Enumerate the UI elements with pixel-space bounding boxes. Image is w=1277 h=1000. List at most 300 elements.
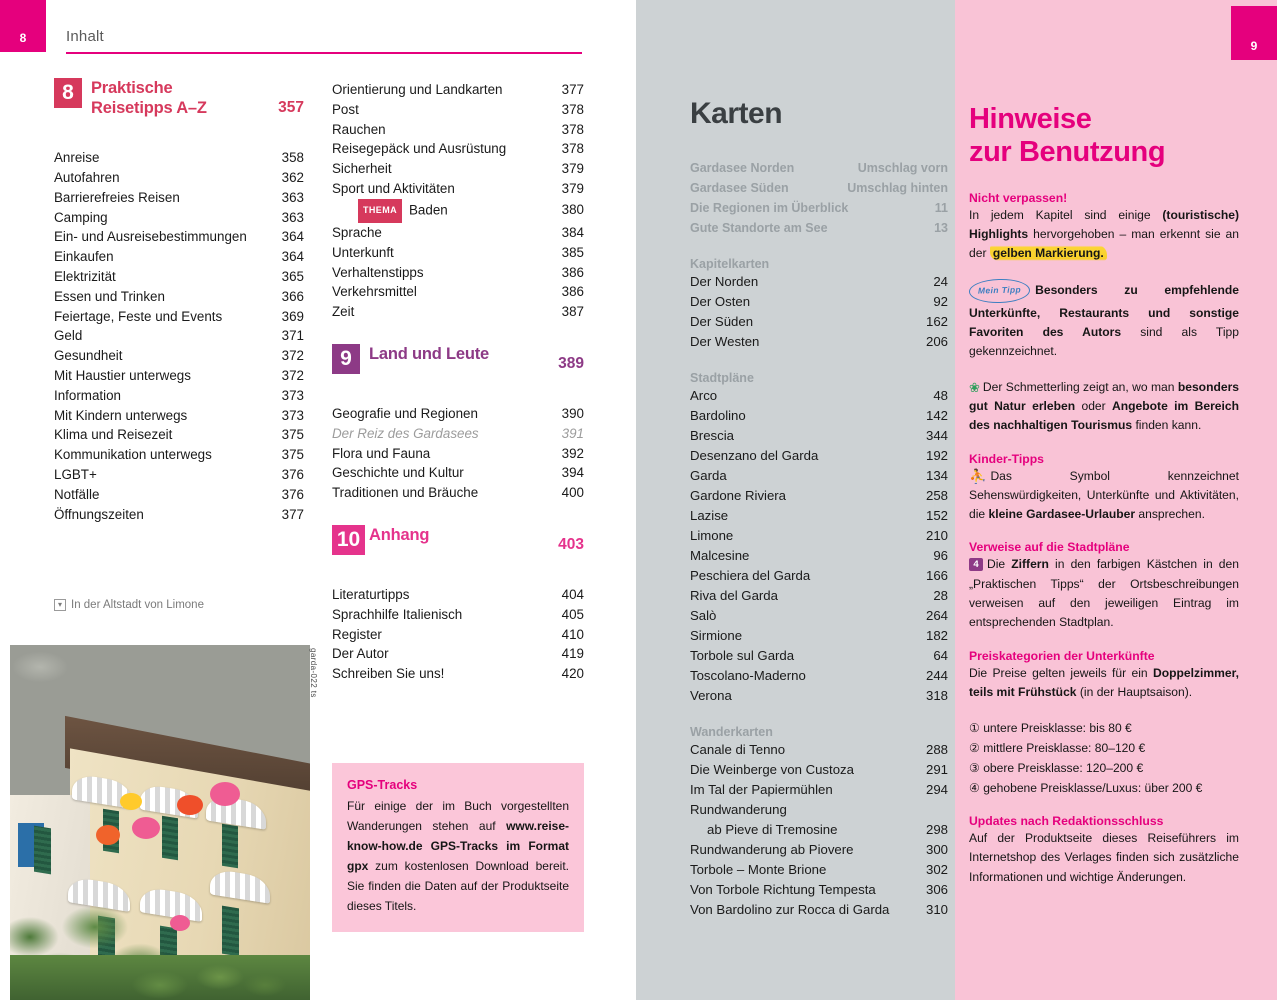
karten-entry[interactable] xyxy=(690,800,948,820)
toc-entry-page: 378 xyxy=(561,141,584,157)
toc-entry-page: 386 xyxy=(561,284,584,300)
chapter-number-badge-8: 8 xyxy=(54,78,82,108)
nv-b1: (touristische) Highlights xyxy=(969,207,1239,241)
photo-flower-2 xyxy=(177,795,203,815)
karten-entry-page: 24 xyxy=(933,274,948,289)
karten-entry-page: 298 xyxy=(925,822,948,837)
toc-entry-label: Einkaufen xyxy=(54,249,114,265)
toc-entry-page: 391 xyxy=(561,425,584,441)
photo-credit: garda-022 ts xyxy=(309,648,318,698)
toc-entry[interactable] xyxy=(332,120,584,140)
karten-entry[interactable] xyxy=(690,586,948,606)
karten-entry-label: Von Torbole Richtung Tempesta xyxy=(690,882,876,897)
toc-entry-label: Zeit xyxy=(332,304,355,320)
kt-b1: kleine Gardasee-Urlauber xyxy=(988,507,1136,522)
hinweise-head-kinder-tipps: Kinder-Tipps xyxy=(969,451,1044,466)
karten-entry[interactable] xyxy=(690,840,948,860)
gps-bold-1: www.reise-know-how.de GPS-Tracks im Format gpx xyxy=(347,819,569,873)
toc-list-chapter-9 xyxy=(332,404,584,503)
hinweise-column xyxy=(955,0,1277,1000)
karten-entry-label: Salò xyxy=(690,608,717,623)
karten-entry-label: Im Tal der Papiermühlen xyxy=(690,782,833,797)
photo-shutter-7 xyxy=(222,906,239,957)
toc-entry-label: Kommunikation unterwegs xyxy=(54,447,212,463)
toc-entry-label: Geschichte und Kultur xyxy=(332,465,464,481)
gps-tracks-body xyxy=(347,796,569,916)
toc-entry-label: Geografie und Regionen xyxy=(332,406,478,422)
karten-entry-label: Verona xyxy=(690,688,732,703)
toc-entry-page: 358 xyxy=(281,150,304,166)
toc-entry-label: Elektrizität xyxy=(54,269,116,285)
toc-entry-page: 405 xyxy=(561,606,584,622)
toc-entry-page: 375 xyxy=(281,427,304,443)
karten-entry-page: 152 xyxy=(925,508,948,523)
hinweise-head-verweise: Verweise auf die Stadtpläne xyxy=(969,540,1130,555)
karten-entry[interactable] xyxy=(690,426,948,446)
karten-entry-page: 264 xyxy=(925,608,948,623)
karten-entry-label: Toscolano-Maderno xyxy=(690,668,806,683)
toc-entry-label: Sicherheit xyxy=(332,161,392,177)
karten-entry-label: Rundwanderung xyxy=(690,802,787,817)
karten-entry-page: 302 xyxy=(925,862,948,877)
toc-entry-page: 385 xyxy=(561,244,584,260)
karten-entry-page: 13 xyxy=(934,221,948,235)
hinweise-title-line2: zur Benutzung xyxy=(969,135,1166,168)
karten-stadtplaene-list xyxy=(690,386,948,706)
karten-entry-label: Peschiera del Garda xyxy=(690,568,811,583)
photo-flower-3 xyxy=(210,782,240,806)
child-icon: ⛹ xyxy=(969,467,987,484)
sm-t2: oder xyxy=(1075,398,1113,413)
toc-entry[interactable] xyxy=(54,465,304,485)
pk-b1: Doppelzimmer, teils mit Frühstück xyxy=(969,665,1239,699)
karten-entry-page: 182 xyxy=(925,628,948,643)
karten-entry-page: 318 xyxy=(925,688,948,703)
karten-entry[interactable] xyxy=(690,446,948,466)
karten-entry[interactable] xyxy=(690,626,948,646)
toc-entry[interactable] xyxy=(54,386,304,406)
folio-left xyxy=(0,0,46,52)
photo-garden xyxy=(10,955,310,1000)
toc-entry[interactable] xyxy=(332,302,584,322)
folio-right-number: 9 xyxy=(1250,39,1258,53)
karten-title: Karten xyxy=(690,97,783,130)
toc-entry-label: THEMA Baden xyxy=(332,199,554,223)
karten-kapitelkarten-list xyxy=(690,272,948,352)
toc-entry-page: 364 xyxy=(281,229,304,245)
toc-entry-page: 369 xyxy=(281,308,304,324)
toc-entry[interactable] xyxy=(54,307,304,327)
karten-entry[interactable] xyxy=(690,780,948,800)
karten-entry-page: 344 xyxy=(925,428,948,443)
hinweise-para-preiskategorien xyxy=(969,664,1239,703)
hinweise-para-updates: Auf der Produktseite dieses Reiseführers im Internetshop des Verlages finden sich zusätzliche Informationen und wichtige Änderungen. xyxy=(969,831,1239,884)
toc-entry-label: Geld xyxy=(54,328,83,344)
toc-entry[interactable] xyxy=(54,445,304,465)
toc-list-chapter-10 xyxy=(332,585,584,684)
toc-entry-page: 380 xyxy=(561,202,584,218)
price-category-row: ③ obere Preisklasse: 120–200 € xyxy=(969,761,1144,776)
karten-entry[interactable] xyxy=(690,900,948,920)
toc-entry-page: 371 xyxy=(281,328,304,344)
toc-entry[interactable] xyxy=(332,644,584,664)
toc-entry-page: 379 xyxy=(561,180,584,196)
yellow-highlight-marker: gelben Markierung. xyxy=(990,245,1107,261)
karten-entry[interactable] xyxy=(690,506,948,526)
toc-entry-label: Reisegepäck und Ausrüstung xyxy=(332,141,507,157)
toc-entry-page: 362 xyxy=(281,170,304,186)
toc-entry-label: Notfälle xyxy=(54,486,100,502)
toc-entry-page: 392 xyxy=(561,445,584,461)
toc-entry[interactable] xyxy=(54,168,304,188)
toc-entry-page: 377 xyxy=(561,82,584,97)
karten-entry[interactable] xyxy=(690,218,948,238)
toc-entry-label: Sprachhilfe Italienisch xyxy=(332,606,463,622)
karten-entry[interactable] xyxy=(690,406,948,426)
karten-entry[interactable] xyxy=(690,526,948,546)
toc-entry[interactable] xyxy=(332,139,584,159)
toc-entry-label: Verkehrsmittel xyxy=(332,284,417,300)
toc-entry[interactable] xyxy=(54,247,304,267)
toc-entry[interactable] xyxy=(54,425,304,445)
toc-entry-page: 363 xyxy=(281,189,304,205)
toc-entry-page: 375 xyxy=(281,447,304,463)
toc-entry-label: Traditionen und Bräuche xyxy=(332,485,479,501)
toc-entry-page: 365 xyxy=(281,269,304,285)
toc-entry-label: Rauchen xyxy=(332,121,386,137)
gps-text-2: zum kostenlosen Download bereit. Sie finden die Daten auf der Produktseite dieses Titels. xyxy=(347,859,569,913)
folio-left-number: 8 xyxy=(19,31,27,45)
karten-entry-page: 96 xyxy=(933,548,948,563)
toc-entry-page: 400 xyxy=(561,485,584,501)
toc-entry-page: 404 xyxy=(561,587,584,603)
karten-entry-page: 291 xyxy=(925,762,948,777)
toc-entry[interactable] xyxy=(54,485,304,505)
toc-entry-page: 379 xyxy=(561,161,584,177)
vw-t1: Die xyxy=(987,557,1012,572)
chapter-page-9: 389 xyxy=(558,355,584,373)
karten-entry-page: 300 xyxy=(925,842,948,857)
toc-entry-label: Flora und Fauna xyxy=(332,445,431,461)
toc-entry[interactable] xyxy=(54,267,304,287)
toc-entry[interactable] xyxy=(54,287,304,307)
toc-entry-page: 378 xyxy=(561,121,584,137)
karten-entry-label: Bardolino xyxy=(690,408,746,423)
karten-entry[interactable] xyxy=(690,760,948,780)
toc-entry-label: Ein- und Ausreisebestimmungen xyxy=(54,229,247,245)
karten-entry-label: Brescia xyxy=(690,428,734,443)
hinweise-head-preiskategorien: Preiskategorien der Unterkünfte xyxy=(969,648,1155,663)
toc-entry-label: Barrierefreies Reisen xyxy=(54,189,180,205)
toc-list-left xyxy=(54,148,304,524)
toc-entry-label: Sprache xyxy=(332,225,382,241)
chapter-title-8-line2: Reisetipps A–Z xyxy=(91,99,207,118)
toc-entry-page: 377 xyxy=(281,506,304,522)
karten-entry-label: Der Osten xyxy=(690,294,751,309)
toc-entry[interactable] xyxy=(54,188,304,208)
photo-shutter-3 xyxy=(162,816,178,861)
gps-tracks-title: GPS-Tracks xyxy=(347,778,418,792)
karten-entry-page: 192 xyxy=(925,448,948,463)
toc-entry-page: 387 xyxy=(561,304,584,320)
karten-entry-label: Torbole – Monte Brione xyxy=(690,862,827,877)
karten-entry-page: 206 xyxy=(925,334,948,349)
gps-text-1: Für einige der im Buch vorgestellten Wanderungen stehen auf xyxy=(347,799,569,833)
toc-entry[interactable] xyxy=(332,444,584,464)
sm-b1: besonders gut Natur erleben xyxy=(969,379,1240,413)
toc-entry-page: 390 xyxy=(561,406,584,422)
photo-shutter-1 xyxy=(34,826,51,875)
toc-entry-page: 376 xyxy=(281,467,304,482)
toc-entry-label: Information xyxy=(54,387,121,403)
karten-entry[interactable] xyxy=(690,880,948,900)
toc-entry[interactable] xyxy=(332,404,584,424)
toc-entry[interactable] xyxy=(332,223,584,243)
karten-entry-page: 310 xyxy=(925,902,948,917)
photo-flower-1 xyxy=(120,793,142,810)
karten-entry[interactable] xyxy=(690,606,948,626)
karten-entry-label: Die Regionen im Überblick xyxy=(690,201,849,215)
karten-entry[interactable] xyxy=(690,158,948,178)
toc-entry[interactable] xyxy=(54,406,304,426)
karten-entry-label: Sirmione xyxy=(690,628,743,643)
mt-b1: Besonders zu empfehlende Unterkünfte, Restaurants und sonstige Favoriten des Autors xyxy=(969,283,1239,340)
sm-t1: Der Schmetterling zeigt an, wo man xyxy=(982,379,1178,394)
toc-entry-label: Unterkunft xyxy=(332,244,394,260)
toc-entry-page: 372 xyxy=(281,368,304,384)
chapter-number-badge-10: 10 xyxy=(332,525,365,555)
butterfly-icon: ❀ xyxy=(969,379,980,395)
toc-entry-page: 364 xyxy=(281,249,304,265)
folio-right xyxy=(1231,6,1277,60)
toc-entry-label: Gesundheit xyxy=(54,348,123,364)
hinweise-para-kinder-tipps xyxy=(969,467,1239,525)
photo-caption xyxy=(54,599,204,611)
karten-entry-label: Rundwanderung ab Piovere xyxy=(690,842,854,857)
toc-entry[interactable] xyxy=(332,463,584,483)
karten-entry[interactable] xyxy=(690,486,948,506)
chapter-title-9: Land und Leute xyxy=(369,345,490,364)
chapter-heading-9[interactable] xyxy=(332,344,584,374)
toc-entry-label: Feiertage, Feste und Events xyxy=(54,308,223,324)
toc-column-right xyxy=(332,78,584,684)
toc-entry-label: Register xyxy=(332,626,382,642)
hinweise-title-line1: Hinweise xyxy=(969,103,1092,135)
toc-entry[interactable] xyxy=(332,605,584,625)
karten-entry-page: 48 xyxy=(933,388,948,403)
photo-flower-5 xyxy=(132,817,160,839)
toc-entry[interactable] xyxy=(332,282,584,302)
toc-entry-page: 363 xyxy=(281,209,304,225)
karten-entry-page: Umschlag hinten xyxy=(847,181,948,195)
price-category-row: ② mittlere Preisklasse: 80–120 € xyxy=(969,741,1146,756)
karten-entry-label: Malcesine xyxy=(690,548,750,563)
karten-wanderkarten-list xyxy=(690,740,948,920)
karten-stadtplaene-head: Stadtpläne xyxy=(690,371,754,385)
toc-entry-label: Essen und Trinken xyxy=(54,288,165,304)
toc-entry-label: Verhaltenstipps xyxy=(332,264,424,280)
vw-t2: in den farbigen Kästchen in den „Praktischen Tipps“ der Ortsbeschreibungen verweisen auf den jeweiligen Eintrag im entsprechenden Stadtplan. xyxy=(969,557,1239,630)
karten-entry-label: Lazise xyxy=(690,508,729,523)
karten-entry-page: 162 xyxy=(925,314,948,329)
karten-entry[interactable] xyxy=(690,386,948,406)
toc-entry-label: Autofahren xyxy=(54,170,120,186)
running-head: Inhalt xyxy=(66,28,104,45)
karten-entry[interactable] xyxy=(690,466,948,486)
karten-kapitelkarten-head: Kapitelkarten xyxy=(690,257,770,271)
karten-entry-page: 166 xyxy=(925,568,948,583)
toc-entry-page: 420 xyxy=(561,666,584,682)
karten-entry-label: Von Bardolino zur Rocca di Garda xyxy=(690,902,890,917)
toc-entry[interactable] xyxy=(54,366,304,386)
karten-entry-label: Die Weinberge von Custoza xyxy=(690,762,854,777)
hinweise-para-verweise xyxy=(969,555,1239,632)
karten-entry-label: Garda xyxy=(690,468,727,483)
sm-b2: Angebote im Bereich des nachhaltigen Tourismus xyxy=(969,398,1239,433)
toc-entry[interactable] xyxy=(332,263,584,283)
pk-t2: (in der Hauptsaison). xyxy=(1076,684,1193,699)
toc-entry[interactable] xyxy=(54,208,304,228)
karten-entry[interactable] xyxy=(690,272,948,292)
kt-t1: Das Symbol kennzeichnet Sehenswürdigkeiten, Unterkünfte und Aktivitäten, die xyxy=(969,468,1239,522)
karten-entry-label: Gardone Riviera xyxy=(690,488,787,503)
toc-entry-page: 366 xyxy=(281,288,304,304)
toc-entry[interactable] xyxy=(332,199,584,223)
toc-entry[interactable] xyxy=(332,585,584,605)
toc-entry-page: 384 xyxy=(561,225,584,241)
karten-entry[interactable] xyxy=(690,292,948,312)
karten-entry-page: 11 xyxy=(934,201,948,215)
photo-marker-icon: ▾ xyxy=(54,599,66,611)
gps-tracks-box xyxy=(332,763,584,932)
karten-entry-label: Gardasee Norden xyxy=(690,161,795,175)
chapter-number-badge-9: 9 xyxy=(332,344,360,374)
hinweise-para-schmetterling xyxy=(969,378,1239,436)
toc-entry[interactable] xyxy=(332,80,584,100)
chapter-page-10: 403 xyxy=(558,536,584,554)
toc-entry-label: Öffnungszeiten xyxy=(54,506,144,522)
stadtplan-number-box-icon: 4 xyxy=(969,558,983,571)
karten-entry[interactable] xyxy=(690,666,948,686)
karten-entry[interactable] xyxy=(690,178,948,198)
karten-entry[interactable] xyxy=(690,546,948,566)
photo-limone-old-town xyxy=(10,645,310,1000)
karten-entry[interactable] xyxy=(690,646,948,666)
karten-entry-label: Desenzano del Garda xyxy=(690,448,819,463)
karten-entry[interactable] xyxy=(690,566,948,586)
toc-list-chapter-8-cont xyxy=(332,80,584,322)
nv-t1: In jedem Kapitel sind einige xyxy=(969,207,1163,222)
mt-t1: sind als Tipp gekennzeichnet. xyxy=(969,325,1239,359)
toc-entry[interactable] xyxy=(332,159,584,179)
chapter-page-8: 357 xyxy=(278,99,304,117)
toc-entry[interactable] xyxy=(54,346,304,366)
karten-entry-label: ab Pieve di Tremosine xyxy=(707,822,838,837)
toc-entry-label: Der Reiz des Gardasees xyxy=(332,425,479,441)
karten-entry-page: 258 xyxy=(925,488,948,503)
chapter-title-10: Anhang xyxy=(369,526,430,545)
karten-entry-page: 134 xyxy=(925,468,948,483)
karten-wanderkarten-head: Wanderkarten xyxy=(690,725,773,739)
karten-entry-page: Umschlag vorn xyxy=(857,161,948,175)
left-page xyxy=(0,0,636,1000)
running-head-rule xyxy=(66,52,582,54)
toc-entry-label: Literaturtipps xyxy=(332,587,410,603)
toc-entry[interactable] xyxy=(332,483,584,503)
photo-caption-text: In der Altstadt von Limone xyxy=(71,599,204,611)
chapter-heading-10[interactable] xyxy=(332,525,584,555)
karten-entry[interactable] xyxy=(690,860,948,880)
chapter-heading-8[interactable] xyxy=(54,78,304,118)
karten-entry-page: 28 xyxy=(933,588,948,603)
vw-b1: Ziffern xyxy=(1011,557,1049,572)
toc-entry-label: Anreise xyxy=(54,150,100,166)
toc-entry-page: 386 xyxy=(561,264,584,280)
chapter-title-8 xyxy=(91,78,304,118)
toc-entry[interactable] xyxy=(54,227,304,247)
karten-entry[interactable] xyxy=(690,740,948,760)
toc-entry[interactable] xyxy=(332,424,584,444)
karten-entry-label: Canale di Tenno xyxy=(690,742,786,757)
toc-entry[interactable] xyxy=(54,505,304,525)
toc-entry-page: 376 xyxy=(281,486,304,502)
karten-entry-label: Gardasee Süden xyxy=(690,181,789,195)
karten-top-list xyxy=(690,158,948,238)
toc-entry-label: Camping xyxy=(54,209,108,225)
toc-entry[interactable] xyxy=(54,326,304,346)
pk-t1: Die Preise gelten jeweils für ein xyxy=(969,665,1153,680)
karten-column xyxy=(636,0,955,1000)
toc-entry[interactable] xyxy=(332,625,584,645)
karten-entry-page: 294 xyxy=(925,782,948,797)
karten-entry-page: 142 xyxy=(925,408,948,423)
toc-entry-page: 394 xyxy=(561,465,584,481)
karten-entry-label: Der Süden xyxy=(690,314,754,329)
price-category-row: ① untere Preisklasse: bis 80 € xyxy=(969,721,1132,736)
toc-entry[interactable] xyxy=(332,664,584,684)
toc-entry[interactable] xyxy=(332,179,584,199)
karten-entry[interactable] xyxy=(690,198,948,218)
karten-entry[interactable] xyxy=(690,312,948,332)
karten-entry[interactable] xyxy=(690,686,948,706)
kt-t2: ansprechen. xyxy=(1135,507,1205,522)
toc-entry-label: Post xyxy=(332,101,359,117)
karten-entry[interactable] xyxy=(690,820,948,840)
nv-t2: hervorgehoben – man erkennt sie an der xyxy=(969,226,1239,261)
karten-entry-label: Der Norden xyxy=(690,274,759,289)
price-category-row: ④ gehobene Preisklasse/Luxus: über 200 € xyxy=(969,781,1203,796)
karten-entry[interactable] xyxy=(690,332,948,352)
toc-entry[interactable] xyxy=(332,100,584,120)
karten-entry-page: 92 xyxy=(933,294,948,309)
toc-entry-page: 419 xyxy=(561,646,584,662)
toc-entry[interactable] xyxy=(54,148,304,168)
photo-flower-4 xyxy=(96,825,120,845)
toc-entry-label: Mit Haustier unterwegs xyxy=(54,368,191,384)
toc-entry-page: 410 xyxy=(561,626,584,642)
toc-entry-label: Sport und Aktivitäten xyxy=(332,180,455,196)
hinweise-title xyxy=(969,103,1239,169)
photo-shutter-4 xyxy=(222,824,238,869)
sm-t3: finden kann. xyxy=(1132,418,1202,433)
mein-tipp-stamp-icon: Mein Tipp xyxy=(969,279,1031,305)
toc-entry-page: 373 xyxy=(281,387,304,403)
karten-entry-page: 64 xyxy=(933,648,948,663)
toc-entry[interactable] xyxy=(332,243,584,263)
hinweise-para-mein-tipp xyxy=(969,279,1239,361)
karten-entry-label: Torbole sul Garda xyxy=(690,648,795,663)
toc-entry-label: Klima und Reisezeit xyxy=(54,427,173,443)
